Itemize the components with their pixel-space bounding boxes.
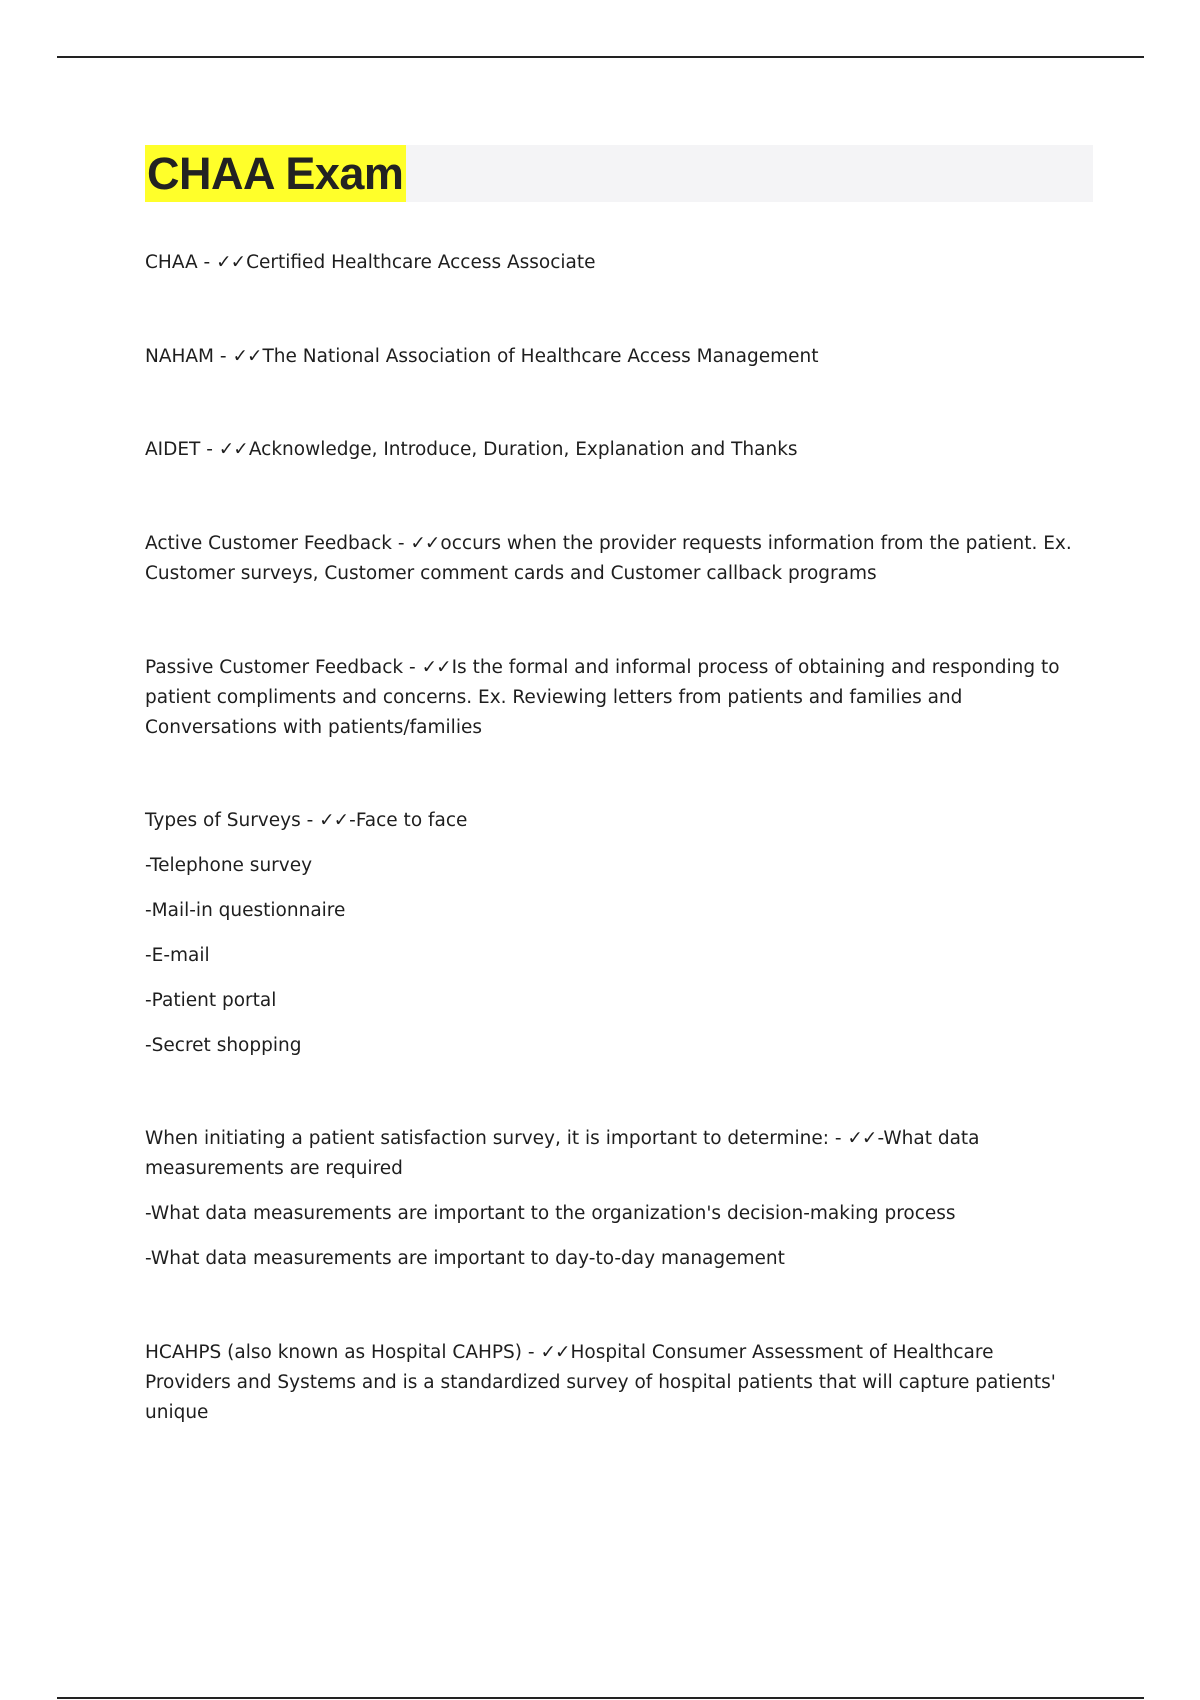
entry-term: AIDET [145, 439, 201, 460]
entry-answer: Certified Healthcare Access Associate [246, 252, 596, 273]
entry-separator: - [828, 1128, 848, 1149]
entry-term: HCAHPS (also known as Hospital CAHPS) [145, 1342, 523, 1363]
double-check-icon: ✓✓ [216, 252, 246, 273]
entry-separator: - [197, 252, 217, 273]
double-check-icon: ✓✓ [218, 439, 248, 460]
footer-rule [57, 1697, 1144, 1699]
double-check-icon: ✓✓ [847, 1128, 877, 1149]
entry-hcahps [145, 1338, 1075, 1428]
entry-survey-determine [145, 1124, 1075, 1184]
entry-term: Active Customer Feedback [145, 533, 392, 554]
list-item: -Mail-in questionnaire [145, 900, 346, 921]
document-body [145, 248, 1075, 1428]
entry-separator: - [391, 533, 411, 554]
entry-answer: The National Association of Healthcare Access Management [262, 346, 819, 367]
document-title: CHAA Exam [145, 145, 406, 202]
entry-answer: Acknowledge, Introduce, Duration, Explanation and Thanks [248, 439, 798, 460]
entry-term: Passive Customer Feedback [145, 657, 404, 678]
list-item: -What data measurements are important to day-to-day management [145, 1248, 785, 1269]
double-check-icon: ✓✓ [410, 533, 440, 554]
entry-term: CHAA [145, 252, 198, 273]
entry-answer: -What data measurements are required [145, 1128, 980, 1179]
entry-naham [145, 342, 1075, 372]
entry-answer: Hospital Consumer Assessment of Healthcare Providers and Systems and is a standardized survey of hospital patients that will capture patients' unique [145, 1342, 1056, 1423]
entry-separator: - [200, 439, 219, 460]
entry-term: Types of Surveys [145, 810, 301, 831]
entry-separator: - [300, 810, 320, 831]
entry-active-feedback [145, 529, 1075, 589]
entry-answer: -Face to face [349, 810, 468, 831]
entry-answer: Is the formal and informal process of obtaining and responding to patient compliments and concerns. Ex. Reviewing letters from patients and families and Conversations with patients/families [145, 657, 1060, 738]
entry-aidet [145, 435, 1075, 465]
entry-separator: - [214, 346, 233, 367]
list-item: -Patient portal [145, 990, 277, 1011]
double-check-icon: ✓✓ [540, 1342, 570, 1363]
entry-term: NAHAM [145, 346, 215, 367]
list-item: -Telephone survey [145, 855, 313, 876]
entry-separator: - [522, 1342, 541, 1363]
entry-answer: occurs when the provider requests information from the patient. Ex. Customer surveys, Customer comment cards and Customer callback programs [145, 533, 1072, 584]
entry-types-of-surveys [145, 806, 1075, 836]
entry-separator: - [403, 657, 422, 678]
header-rule [57, 56, 1144, 58]
entry-chaa [145, 248, 1075, 278]
entry-passive-feedback [145, 653, 1075, 743]
list-item: -E-mail [145, 945, 210, 966]
double-check-icon: ✓✓ [232, 346, 262, 367]
list-item: -Secret shopping [145, 1035, 302, 1056]
entry-term: When initiating a patient satisfaction survey, it is important to determine: [145, 1128, 829, 1149]
double-check-icon: ✓✓ [319, 810, 349, 831]
double-check-icon: ✓✓ [421, 657, 451, 678]
list-item: -What data measurements are important to the organization's decision-making process [145, 1203, 956, 1224]
